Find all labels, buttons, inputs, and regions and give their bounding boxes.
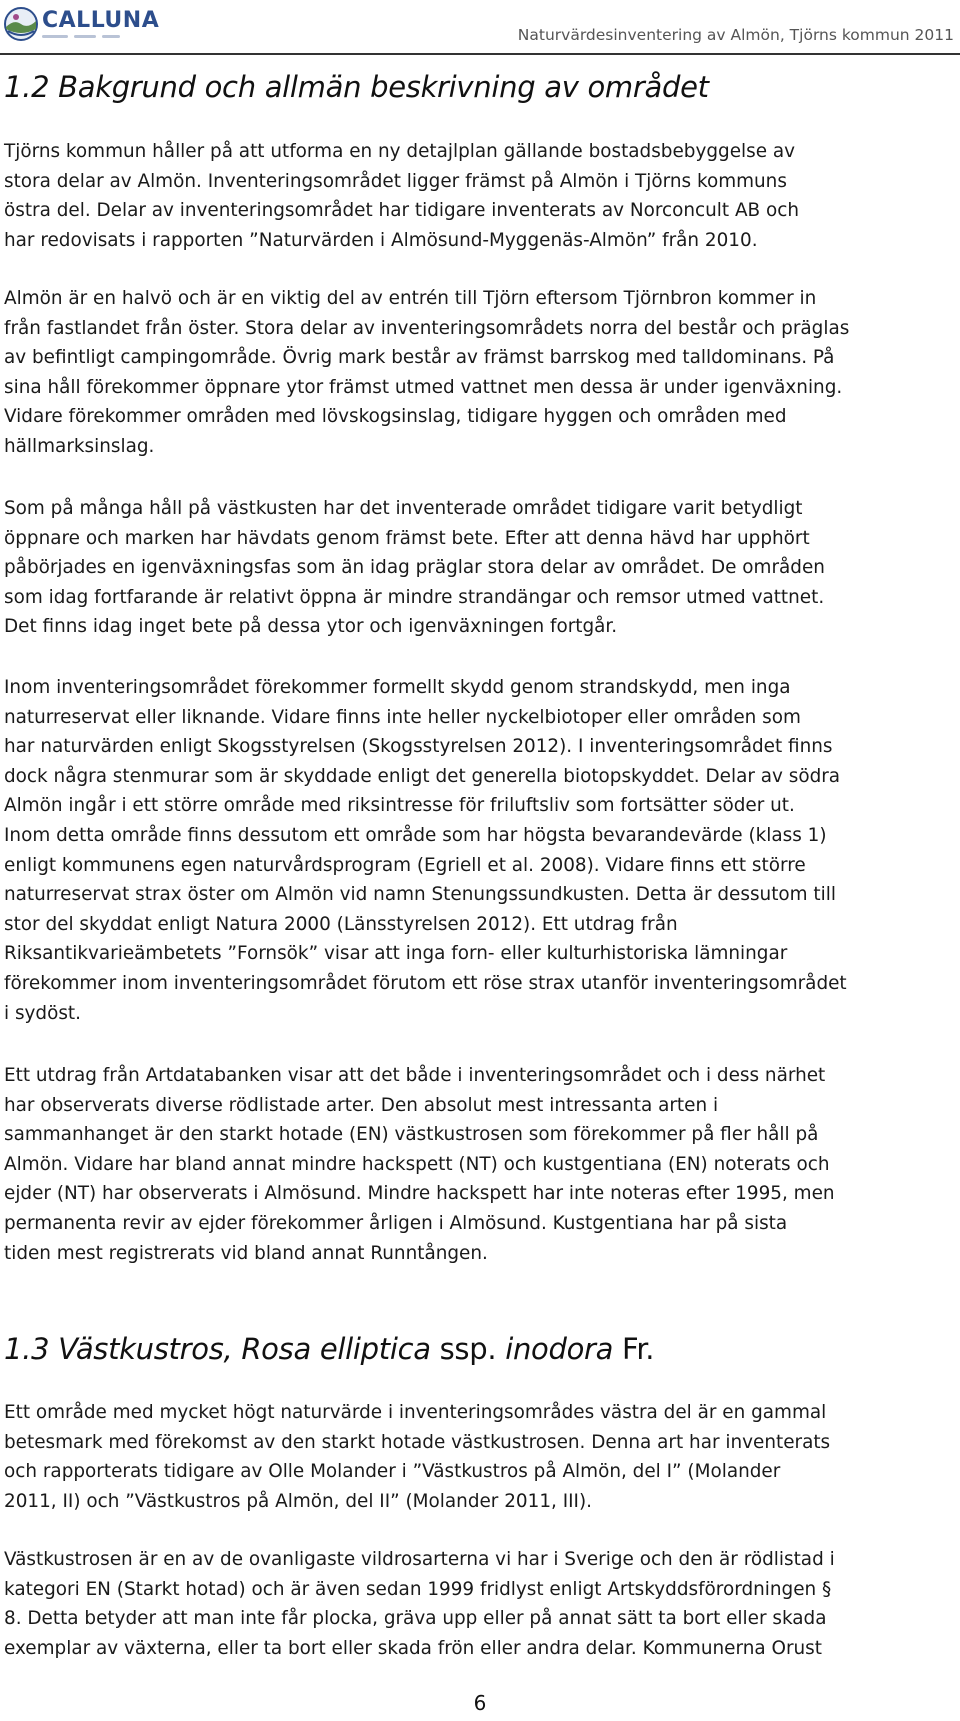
text-line: naturreservat strax öster om Almön vid namn Stenungssundkusten. Detta är dessutom till	[4, 884, 836, 906]
text-line: och rapporterats tidigare av Olle Molander i ”Västkustros på Almön, del I” (Molander	[4, 1461, 781, 1483]
text-line: Inom detta område finns dessutom ett område som har högsta bevarandevärde (klass 1)	[4, 824, 827, 846]
text-line: har naturvärden enligt Skogsstyrelsen (Skogsstyrelsen 2012). I inventeringsområdet finns	[4, 736, 833, 758]
text-line: påbörjades en igenväxningsfas som än idag präglar stora delar av området. De områden	[4, 557, 825, 579]
text-line: har observerats diverse rödlistade arter. Den absolut mest intressanta arten i	[4, 1094, 719, 1116]
text-line: Ett utdrag från Artdatabanken visar att det både i inventeringsområdet och i dess närhet	[4, 1065, 826, 1086]
text-line: som idag fortfarande är relativt öppna är mindre strandängar och remsor utmed vattnet.	[4, 586, 825, 608]
paragraph-background-5	[4, 1061, 958, 1268]
text-line: kategori EN (Starkt hotad) och är även sedan 1999 fridlyst enligt Artskyddsförordningen §	[4, 1578, 832, 1600]
text-line: Almön ingår i ett större område med riksintresse för friluftsliv som fortsätter söder ut.	[4, 795, 795, 817]
text-line: Ett område med mycket högt naturvärde i inventeringsområdes västra del är en gammal	[4, 1402, 827, 1423]
text-line: Riksantikvarieämbetets ”Fornsök” visar att inga forn- eller kulturhistoriska lämningar	[4, 943, 788, 965]
text-line: Det finns idag inget bete på dessa ytor och igenväxningen fortgår.	[4, 616, 618, 638]
section-heading-1-2: 1.2 Bakgrund och allmän beskrivning av området	[4, 70, 709, 104]
paragraph-background-4	[4, 673, 958, 1028]
text-line: Inom inventeringsområdet förekommer formellt skydd genom strandskydd, men inga	[4, 677, 791, 698]
text-line: exemplar av växterna, eller ta bort eller skada frön eller andra delar. Kommunerna Orust	[4, 1637, 822, 1659]
paragraph-vastkustros-2	[4, 1545, 958, 1663]
heading-part: 1.3 Västkustros, Rosa elliptica	[4, 1332, 431, 1366]
text-line: av befintligt campingområde. Övrig mark består av främst barrskog med talldominans. På	[4, 347, 835, 369]
text-line: Almön är en halvö och är en viktig del av entrén till Tjörn eftersom Tjörnbron kommer in	[4, 288, 817, 309]
text-line: tiden mest registrerats vid bland annat Runntången.	[4, 1242, 488, 1264]
text-line: naturreservat eller liknande. Vidare finns inte heller nyckelbiotoper eller områden som	[4, 706, 801, 728]
logo-name: CALLUNA	[42, 8, 160, 33]
text-line: öppnare och marken har hävdats genom främst bete. Efter att denna hävd har upphört	[4, 527, 810, 549]
text-line: ejder (NT) har observerats i Almösund. Mindre hackspett har inte noteras efter 1995, men	[4, 1183, 835, 1205]
text-line: dock några stenmurar som är skyddade enligt det generella biotopskyddet. Delar av södra	[4, 765, 841, 787]
text-line: sammanhanget är den starkt hotade (EN) västkustrosen som förekommer på fler håll på	[4, 1124, 819, 1146]
paragraph-background-2	[4, 284, 958, 462]
text-line: i sydöst.	[4, 1002, 81, 1024]
page-number: 6	[473, 1691, 487, 1715]
page-header	[0, 0, 960, 56]
text-line: Almön. Vidare har bland annat mindre hackspett (NT) och kustgentiana (EN) noterats och	[4, 1153, 830, 1175]
text-line: har redovisats i rapporten ”Naturvärden i Almösund-Myggenäs-Almön” från 2010.	[4, 229, 758, 251]
logo-tagline-decoration	[42, 35, 159, 39]
paragraph-vastkustros-1	[4, 1398, 958, 1516]
text-line: förekommer inom inventeringsområdet förutom ett röse strax utanför inventeringsområdet	[4, 972, 847, 994]
text-line: betesmark med förekomst av den starkt hotade västkustrosen. Denna art har inventerats	[4, 1431, 831, 1453]
text-line: stor del skyddat enligt Natura 2000 (Länsstyrelsen 2012). Ett utdrag från	[4, 913, 678, 935]
paragraph-background-1	[4, 137, 958, 255]
text-line: Västkustrosen är en av de ovanligaste vildrosarterna vi har i Sverige och den är rödlistad i	[4, 1549, 835, 1570]
section-heading-1-3	[4, 1332, 654, 1366]
calluna-logo	[4, 2, 159, 46]
heading-part: Fr.	[613, 1332, 655, 1366]
header-divider	[0, 53, 960, 55]
text-line: 8. Detta betyder att man inte får plocka, gräva upp eller på annat sätt ta bort eller skada	[4, 1608, 827, 1630]
text-line: sina håll förekommer öppnare ytor främst utmed vattnet men dessa är under igenväxning.	[4, 376, 843, 398]
paragraph-background-3	[4, 494, 958, 642]
heading-part: ssp.	[430, 1332, 506, 1366]
text-line: hällmarksinslag.	[4, 435, 155, 457]
text-line: östra del. Delar av inventeringsområdet har tidigare inventerats av Norconcult AB och	[4, 200, 800, 222]
running-header-title: Naturvärdesinventering av Almön, Tjörns kommun 2011	[517, 26, 954, 44]
text-line: 2011, II) och ”Västkustros på Almön, del II” (Molander 2011, III).	[4, 1490, 593, 1512]
text-line: Som på många håll på västkusten har det inventerade området tidigare varit betydligt	[4, 498, 803, 519]
calluna-logo-icon	[4, 7, 38, 41]
text-line: Vidare förekommer områden med lövskogsinslag, tidigare hyggen och områden med	[4, 406, 787, 428]
text-line: permanenta revir av ejder förekommer årligen i Almösund. Kustgentiana har på sista	[4, 1212, 788, 1234]
text-line: stora delar av Almön. Inventeringsområdet ligger främst på Almön i Tjörns kommuns	[4, 170, 787, 192]
text-line: Tjörns kommun håller på att utforma en ny detajlplan gällande bostadsbebyggelse av	[4, 141, 796, 162]
text-line: från fastlandet från öster. Stora delar av inventeringsområdets norra del består och präglas	[4, 317, 850, 339]
text-line: enligt kommunens egen naturvårdsprogram (Egriell et al. 2008). Vidare finns ett större	[4, 854, 806, 876]
heading-part: inodora	[505, 1332, 614, 1366]
